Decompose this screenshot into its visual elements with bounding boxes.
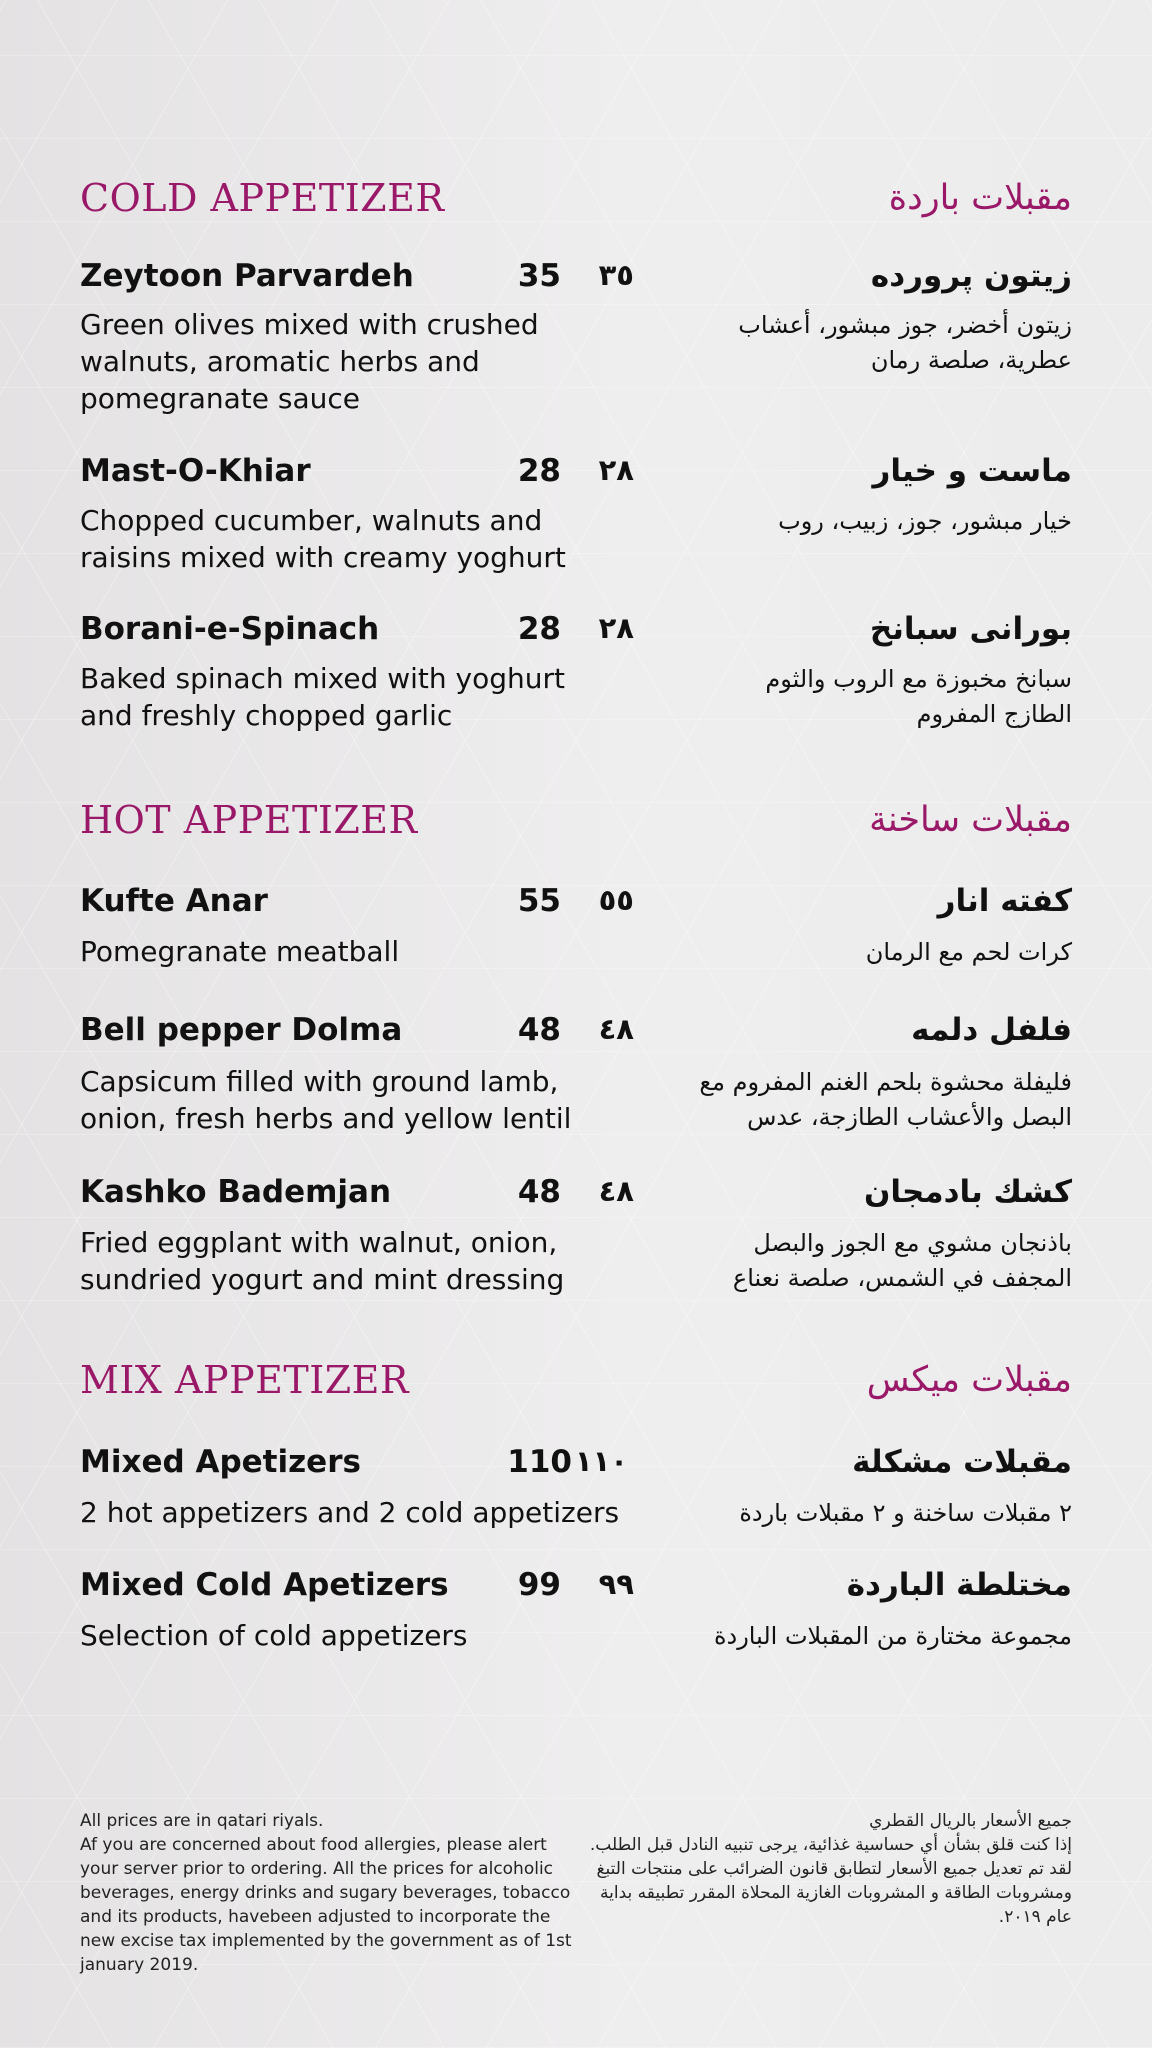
footer-allergy-note-ar: إذا كنت قلق بشأن أي حساسية غذائية، يرجى تنبيه النادل قبل الطلب. لقد تم تعديل جميع الأسعار لتطابق قانون الضرائب على منتجات التبغ ومشروبات الطاقة و المشروبات الغازية المحلاة المقرر تطبيقه بداية عام ٢٠١٩. — [589, 1835, 1072, 1927]
item-name: Kufte Anar — [80, 883, 268, 919]
item-description-ar: كرات لحم مع الرمان — [865, 938, 1072, 966]
item-price-ar: ٢٨ — [598, 611, 634, 645]
section-title-hot: HOT APPETIZER — [80, 798, 418, 842]
section-title-mix-ar: مقبلات ميكس — [866, 1360, 1072, 1400]
footer-notice-en — [80, 1809, 580, 1977]
item-description-ar: فليفلة محشوة بلحم الغنم المفروم مع البصل والأعشاب الطازجة، عدس — [699, 1068, 1072, 1131]
item-description: 2 hot appetizers and 2 cold appetizers — [80, 1496, 620, 1529]
item-name: Mixed Cold Apetizers — [80, 1567, 449, 1603]
item-price: 110 — [507, 1444, 572, 1480]
item-price-ar: ٢٨ — [598, 453, 634, 487]
item-description: Fried eggplant with walnut, onion, sundried yogurt and mint dressing — [80, 1226, 565, 1296]
item-price: 28 — [517, 611, 561, 647]
item-description: Capsicum filled with ground lamb, onion, fresh herbs and yellow lentil — [80, 1065, 572, 1135]
item-description-ar: باذنجان مشوي مع الجوز والبصل المجفف في الشمس، صلصة نعناع — [732, 1229, 1072, 1292]
item-description: Pomegranate meatball — [80, 935, 400, 968]
item-description: Chopped cucumber, walnuts and raisins mixed with creamy yoghurt — [80, 504, 566, 574]
item-price: 55 — [517, 883, 561, 919]
footer-allergy-note: Af you are concerned about food allergies, please alert your server prior to ordering. All the prices for alcoholic beverages, energy drinks and sugary beverages, tobacco and its products, havebeen adjusted to incorporate the new excise tax implemented by the government as of 1st january 2019. — [80, 1835, 572, 1975]
item-name-ar: بورانی سبانخ — [869, 611, 1072, 647]
item-price: 48 — [517, 1174, 561, 1210]
item-description-ar: سبانخ مخبوزة مع الروب والثوم الطازج المفروم — [765, 665, 1072, 728]
item-name: Kashko Bademjan — [80, 1174, 392, 1210]
item-price-ar: ٣٥ — [598, 258, 634, 292]
item-name-ar: كشك بادمجان — [863, 1174, 1072, 1210]
item-price-ar: ١١٠ — [574, 1444, 628, 1478]
item-description-ar: زيتون أخضر، جوز مبشور، أعشاب عطرية، صلصة رمان — [738, 311, 1072, 374]
item-description-ar: مجموعة مختارة من المقبلات الباردة — [713, 1622, 1072, 1650]
section-title-cold-ar: مقبلات باردة — [888, 178, 1072, 218]
item-description: Green olives mixed with crushed walnuts, aromatic herbs and pomegranate sauce — [80, 308, 539, 415]
section-title-cold: COLD APPETIZER — [80, 176, 445, 220]
item-name: Bell pepper Dolma — [80, 1012, 403, 1048]
footer-currency-note-ar: جميع الأسعار بالريال القطري — [869, 1811, 1072, 1831]
item-price-ar: ٤٨ — [598, 1174, 634, 1208]
item-name: Mixed Apetizers — [80, 1444, 361, 1480]
item-name-ar: فلفل دلمه — [911, 1012, 1072, 1048]
item-name-ar: ماست و خيار — [872, 453, 1072, 489]
item-name-ar: مقبلات مشكلة — [852, 1444, 1072, 1480]
item-name-ar: كفته انار — [937, 883, 1072, 919]
section-title-mix: MIX APPETIZER — [80, 1358, 409, 1402]
item-description: Baked spinach mixed with yoghurt and freshly chopped garlic — [80, 662, 565, 732]
item-price-ar: ٩٩ — [598, 1567, 634, 1601]
item-name-ar: مختلطة الباردة — [846, 1567, 1072, 1603]
footer-currency-note: All prices are in qatari riyals. — [80, 1811, 324, 1831]
footer-notice-ar — [572, 1809, 1072, 1929]
item-name: Zeytoon Parvardeh — [80, 258, 414, 294]
item-description-ar: ٢ مقبلات ساخنة و ٢ مقبلات باردة — [739, 1499, 1072, 1527]
item-price-ar: ٥٥ — [598, 883, 634, 917]
item-price: 48 — [517, 1012, 561, 1048]
section-title-hot-ar: مقبلات ساخنة — [869, 800, 1072, 840]
item-name: Borani-e-Spinach — [80, 611, 380, 647]
item-price: 99 — [517, 1567, 561, 1603]
item-description-ar: خيار مبشور، جوز، زبيب، روب — [778, 507, 1072, 535]
item-price: 28 — [517, 453, 561, 489]
item-price-ar: ٤٨ — [598, 1012, 634, 1046]
item-price: 35 — [517, 258, 561, 294]
item-name-ar: زيتون پرورده — [870, 258, 1072, 294]
item-description: Selection of cold appetizers — [80, 1619, 468, 1652]
item-name: Mast-O-Khiar — [80, 453, 311, 489]
